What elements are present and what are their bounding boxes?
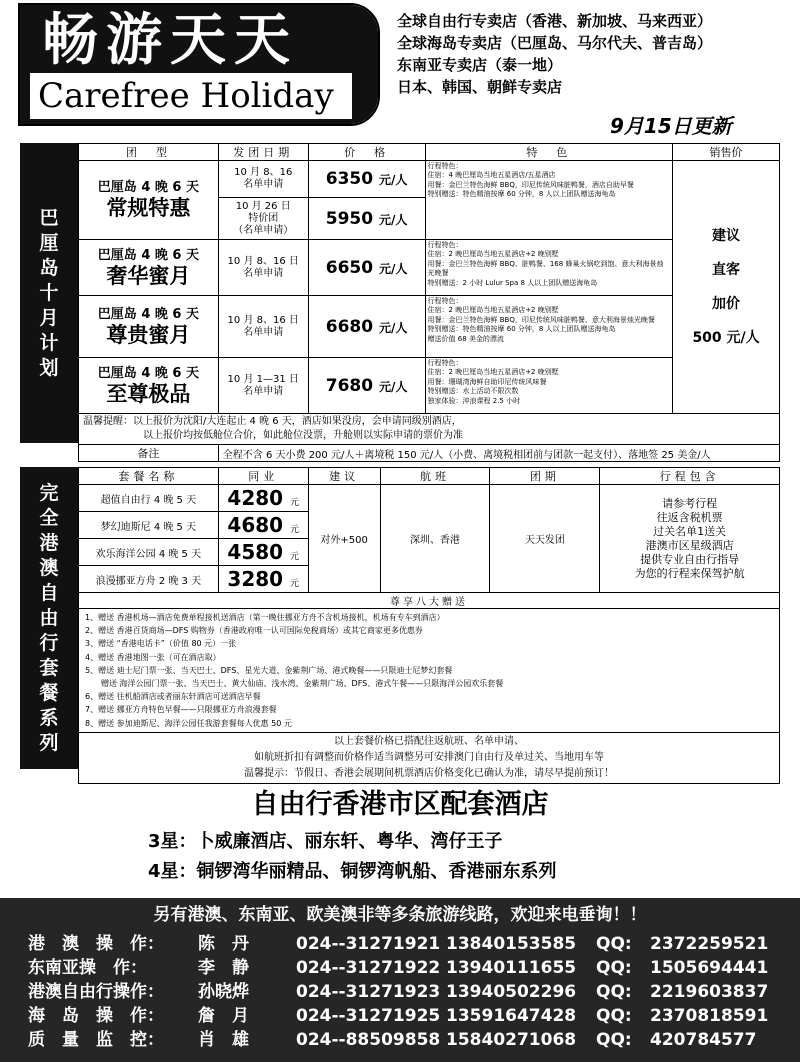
col-header: 团 型: [79, 144, 219, 161]
store-line: 全球自由行专卖店（香港、新加坡、马来西亚）: [397, 12, 713, 30]
gifts-row: [79, 609, 780, 733]
contact-tel: 024--31271925: [296, 1006, 441, 1026]
contact-qq-label: QQ:: [596, 982, 632, 1002]
contact-mobile: 13940111655: [446, 958, 577, 978]
gifts-title: 尊享八大赠送: [79, 593, 780, 609]
contact-name: 詹 月: [198, 1006, 249, 1026]
contact-qq: 1505694441: [650, 958, 769, 978]
col-header: 特 色: [425, 144, 673, 161]
price: 7680 元/人: [308, 358, 425, 414]
store-line: 东南亚专卖店（泰一地）: [397, 56, 563, 74]
contact-qq: 2219603837: [650, 982, 769, 1002]
features: 行程特色： 住宿：2 晚巴厘岛当地五星酒店+2 晚别墅 用餐：金巴兰特色海鲜 BBQ，印尼传统风味脏鸭餐、意大利海景烛光晚餐 特别赠送：特色精油按摩 60 分钟，8 人以上团队赠送海龟岛 赠送价值 68 美金的漂流: [425, 296, 673, 358]
contact-role: 东南亚操 作：: [28, 958, 147, 978]
col-header: 发团日期: [218, 144, 308, 161]
remark-label: 备注: [79, 445, 219, 462]
price: 6350 元/人: [308, 161, 425, 198]
contact-qq: 2372259521: [650, 934, 769, 954]
update-date: 9月15日更新: [610, 114, 732, 138]
store-list: [397, 10, 712, 98]
gifts-title-row: [79, 593, 780, 609]
col-header: 同业: [218, 468, 308, 485]
price: 6680 元/人: [308, 296, 425, 358]
notice-text: 温馨提醒：以上报价为沈阳/大连起止 4 晚 6 天，酒店如果没房，会申请同级别酒店， 以上报价均按低舱位合价，如此舱位没票，升舱则以实际申请的票价为准: [79, 414, 780, 445]
sale-price: 建议 直客 加价 500 元/人: [673, 161, 780, 414]
hk-table: [78, 467, 780, 784]
price: 5950 元/人: [308, 198, 425, 240]
contact-tel: 024--31271921: [296, 934, 441, 954]
footnote-row: [79, 732, 780, 783]
contact-name: 陈 丹: [198, 934, 249, 954]
contact-role: 质 量 监 控：: [28, 1030, 164, 1050]
package-name: 巴厘岛 4 晚 6 天 至尊极品: [79, 358, 219, 414]
package-name: 欢乐海洋公园 4 晚 5 天: [79, 539, 219, 566]
footnote: 以上套餐价格已搭配往返航班、名单申请、 如航班折扣有调整而价格作适当调整另可安排澳门自由行及单过关、当地用车等 温馨提示：节假日、香港会展期间机票酒店价格变化已确认为准，请尽早提前预订！: [79, 732, 780, 783]
features: 行程特色： 住宿：2 晚巴厘岛当地五星酒店+2 晚别墅 用餐：珊瑚湾海鲜自助印尼传统风味餐 特别赠送：水上活动不限次数 独家体验：沖浪课程 2.5 小时: [425, 358, 673, 414]
remark-text: 全程不含 6 天小费 200 元/人＋离境税 150 元/人（小费、离境税相团前与团款一起支付）、落地签 25 美金/人: [218, 445, 779, 462]
contact-tel: 024--88509858: [296, 1030, 441, 1050]
footer-banner: 另有港澳、东南亚、欧美澳非等多条旅游线路，欢迎来电垂询！！: [153, 905, 647, 925]
price: 4680 元: [218, 512, 308, 539]
price: 4580 元: [218, 539, 308, 566]
col-header: 团期: [490, 468, 600, 485]
contact-mobile: 15840271068: [446, 1030, 577, 1050]
contact-mobile: 13591647428: [446, 1006, 577, 1026]
logo-english: Carefree Holiday: [30, 73, 352, 119]
departure-date: 10 月 26 日 特价团 （名单申请）: [218, 198, 308, 240]
hk-side-label: 完全港澳自由行套餐系列: [20, 467, 78, 769]
bali-table: [78, 143, 780, 462]
departure-date: 10 月 8、16 日 名单申请: [218, 296, 308, 358]
contact-row: [28, 1004, 788, 1028]
col-header: 行程包含: [600, 468, 780, 485]
contact-qq-label: QQ:: [596, 1006, 632, 1026]
hotel-line-3star: 3星：卜威廉酒店、丽东轩、粤华、湾仔王子: [148, 831, 503, 852]
store-line: 日本、韩国、朝鲜专卖店: [397, 78, 563, 96]
includes: 请参考行程 往返含税机票 过关名单1送关 港澳市区星级酒店 提供专业自由行指导 为您的行程来保驾护航: [600, 485, 780, 593]
contact-row: [28, 1028, 788, 1052]
contact-role: 港 澳 操 作：: [28, 934, 164, 954]
contact-qq-label: QQ:: [596, 958, 632, 978]
table-row: [79, 161, 780, 198]
notice-row: [79, 414, 780, 445]
price: 3280 元: [218, 566, 308, 593]
package-name: 巴厘岛 4 晚 6 天 常规特惠: [79, 161, 219, 240]
contact-tel: 024--31271923: [296, 982, 441, 1002]
contact-mobile: 13940502296: [446, 982, 577, 1002]
gifts-list: 1、赠送 香港机场—酒店免费单程接机送酒店（第一晚住挪亚方舟不含机场接机，机场有专车到酒店） 2、赠送 香港百货商场—DFS 购物券（香港政府唯一认可国际免税商场）或其它商家更多优惠券 3、赠送 “香港电话卡”（价值 80 元）一张 4、赠送 香港地图一张（可在酒店取） 5、赠送 迪士尼门票一张、当天巴士、DFS、星光大道、金紫荆广场、港式晚餐——只限迪士尼梦幻套餐 赠送 海洋公园门票一张、当天巴士、黄大仙庙、浅水湾、金紫荆广场、DFS、港式午餐——只限海洋公园欢乐套餐 6、赠送 往机船酒店或者丽东轩酒店可送酒店早餐 7、赠送 挪亚方舟特色早餐——只限挪亚方舟浪漫套餐 8、赠送 参加迪斯尼、海洋公园任我游套餐每人优惠 50 元: [79, 609, 780, 733]
package-name: 巴厘岛 4 晚 6 天 尊贵蜜月: [79, 296, 219, 358]
flight: 深圳、香港: [380, 485, 490, 593]
contact-name: 孙晓烨: [198, 982, 249, 1002]
contact-qq: 420784577: [650, 1030, 757, 1050]
suggest-price: 对外+500: [308, 485, 380, 593]
hotel-line-4star: 4星：铜锣湾华丽精品、铜锣湾帆船、香港丽东系列: [148, 861, 557, 882]
col-header: 价 格: [308, 144, 425, 161]
contact-tel: 024--31271922: [296, 958, 441, 978]
bali-side-label: 巴厘岛十月计划: [20, 143, 78, 443]
contact-mobile: 13840153585: [446, 934, 577, 954]
logo-chinese: 畅游天天: [42, 7, 298, 73]
package-name: 巴厘岛 4 晚 6 天 奢华蜜月: [79, 240, 219, 296]
contact-qq: 2370818591: [650, 1006, 769, 1026]
brand-logo: [18, 3, 380, 126]
col-header: 销售价: [673, 144, 780, 161]
table-header-row: [79, 144, 780, 161]
contact-row: [28, 980, 788, 1004]
contact-role: 海 岛 操 作：: [28, 1006, 164, 1026]
col-header: 建议: [308, 468, 380, 485]
package-name: 超值自由行 4 晚 5 天: [79, 485, 219, 512]
departure-date: 10 月 1—31 日 名单申请: [218, 358, 308, 414]
departure-date: 10 月 8、16 名单申请: [218, 161, 308, 198]
features: 行程特色： 住宿：2 晚巴厘岛当地五星酒店+2 晚别墅 用餐：金巴兰特色海鲜 BBQ、脏鸭餐、168 蜂巢火锅吃到饱、意大利海景烛光晚餐 特别赠送：2 小时 Lulur Spa 8 人以上团队赠送海龟岛: [425, 240, 673, 296]
contact-name: 李 静: [198, 958, 249, 978]
contact-role: 港澳自由行操作：: [28, 982, 164, 1002]
table-row: [79, 485, 780, 512]
package-name: 梦幻迪斯尼 4 晚 5 天: [79, 512, 219, 539]
contact-qq-label: QQ:: [596, 934, 632, 954]
remark-row: [79, 445, 780, 462]
contact-row: [28, 932, 788, 956]
footer: [0, 898, 800, 1062]
hotels-title: 自由行香港市区配套酒店: [251, 789, 549, 820]
price: 6650 元/人: [308, 240, 425, 296]
table-header-row: [79, 468, 780, 485]
package-name: 浪漫挪亚方舟 2 晚 3 天: [79, 566, 219, 593]
contact-row: [28, 956, 788, 980]
schedule: 天天发团: [490, 485, 600, 593]
departure-date: 10 月 8、16 日 名单申请: [218, 240, 308, 296]
price: 4280 元: [218, 485, 308, 512]
store-line: 全球海岛专卖店（巴厘岛、马尔代夫、普吉岛）: [397, 34, 713, 52]
contact-qq-label: QQ:: [596, 1030, 632, 1050]
col-header: 套餐名称: [79, 468, 219, 485]
contact-name: 肖 雄: [198, 1030, 249, 1050]
col-header: 航班: [380, 468, 490, 485]
features: 行程特色： 住宿：4 晚巴厘岛当地五星酒店/五星酒店 用餐：金巴兰特色海鲜 BBQ，印尼传统风味脏鸭餐，酒店自助早餐 特别赠送：特色精油按摩 60 分钟，8 人以上团队赠送海龟岛: [425, 161, 673, 240]
